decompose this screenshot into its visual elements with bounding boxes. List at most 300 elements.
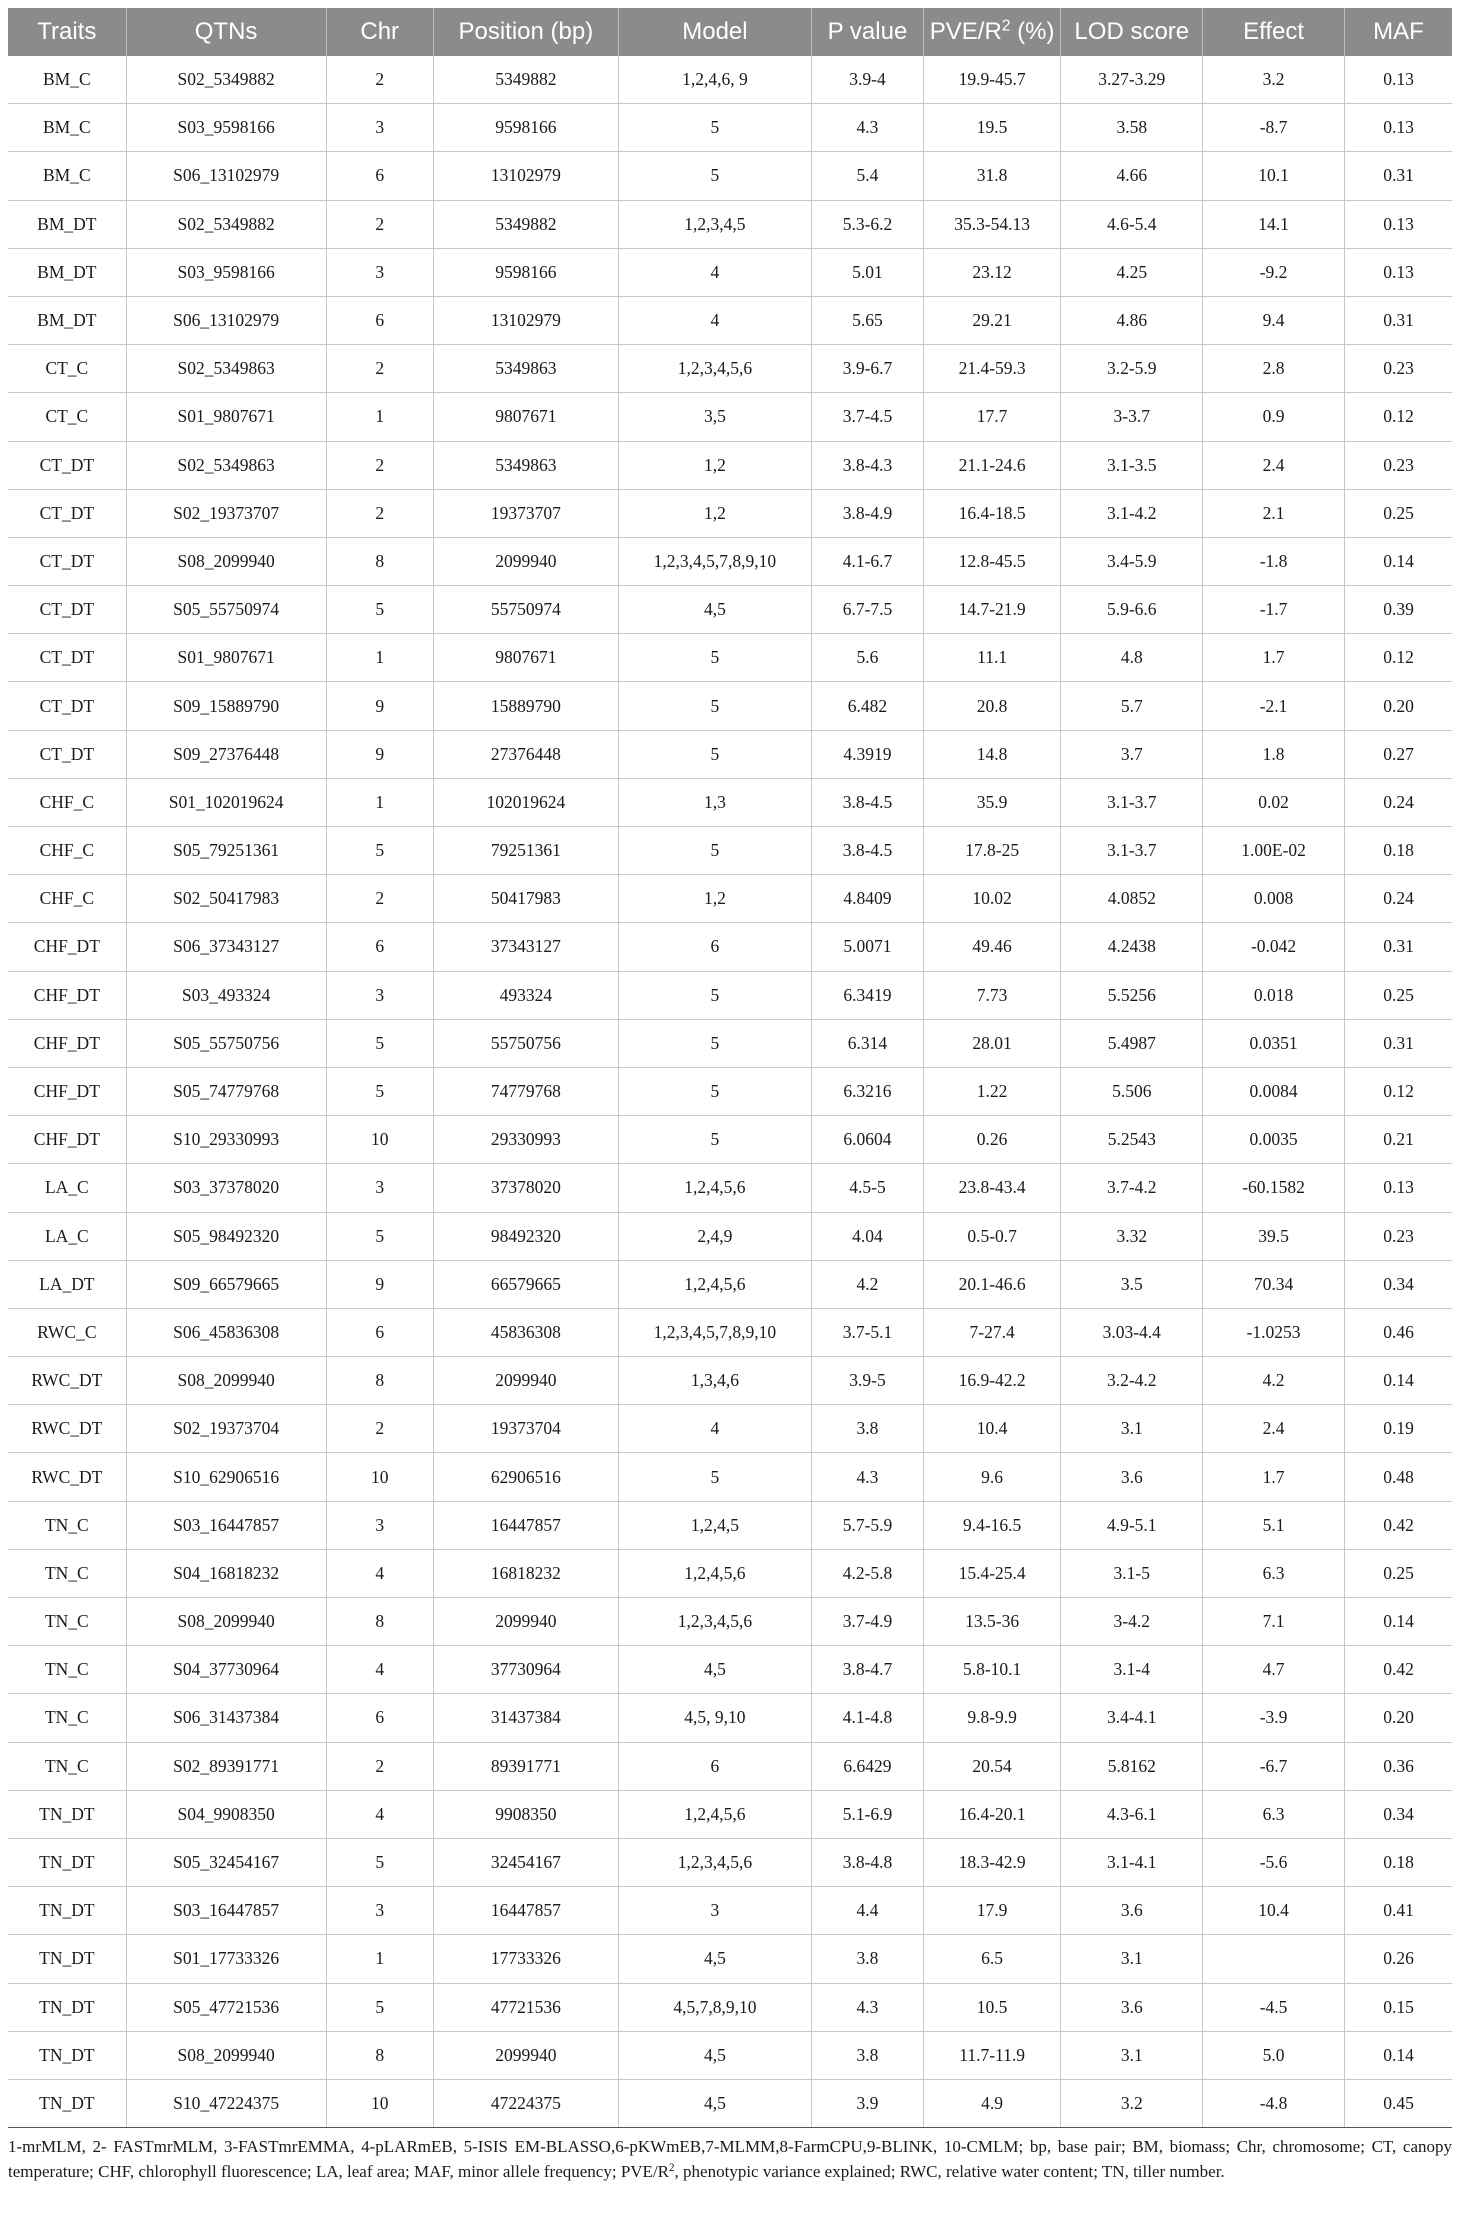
cell-lod: 5.8162	[1061, 1742, 1203, 1790]
cell-lod: 4.2438	[1061, 923, 1203, 971]
cell-effect: -6.7	[1203, 1742, 1345, 1790]
cell-trait: TN_C	[8, 1598, 126, 1646]
cell-position: 9598166	[433, 248, 618, 296]
cell-pve: 10.5	[923, 1983, 1061, 2031]
cell-effect: 7.1	[1203, 1598, 1345, 1646]
cell-chr: 6	[326, 1308, 433, 1356]
table-row	[8, 104, 1452, 152]
cell-trait: CHF_C	[8, 875, 126, 923]
cell-qtn: S04_9908350	[126, 1790, 326, 1838]
cell-lod: 3.27-3.29	[1061, 56, 1203, 104]
table-body	[8, 56, 1452, 2128]
cell-p-value: 3.7-4.5	[812, 393, 924, 441]
cell-position: 5349882	[433, 56, 618, 104]
cell-trait: TN_C	[8, 1501, 126, 1549]
table-row	[8, 971, 1452, 1019]
cell-trait: BM_C	[8, 104, 126, 152]
cell-maf: 0.13	[1345, 1164, 1453, 1212]
cell-model: 1,2	[618, 489, 811, 537]
cell-qtn: S08_2099940	[126, 1598, 326, 1646]
cell-qtn: S05_79251361	[126, 827, 326, 875]
cell-chr: 2	[326, 1405, 433, 1453]
cell-maf: 0.31	[1345, 296, 1453, 344]
cell-maf: 0.34	[1345, 1260, 1453, 1308]
cell-pve: 19.9-45.7	[923, 56, 1061, 104]
cell-pve: 11.1	[923, 634, 1061, 682]
cell-position: 9807671	[433, 393, 618, 441]
table-row	[8, 1549, 1452, 1597]
cell-qtn: S05_74779768	[126, 1067, 326, 1115]
cell-lod: 3.7-4.2	[1061, 1164, 1203, 1212]
cell-p-value: 3.8-4.9	[812, 489, 924, 537]
cell-pve: 17.9	[923, 1887, 1061, 1935]
cell-p-value: 4.1-6.7	[812, 537, 924, 585]
cell-model: 1,2	[618, 875, 811, 923]
cell-model: 4,5	[618, 586, 811, 634]
cell-model: 1,2,3,4,5,7,8,9,10	[618, 1308, 811, 1356]
cell-lod: 4.66	[1061, 152, 1203, 200]
table-row	[8, 1790, 1452, 1838]
cell-trait: RWC_DT	[8, 1357, 126, 1405]
cell-model: 1,2,3,4,5	[618, 200, 811, 248]
header-qtns: QTNs	[126, 8, 326, 56]
header-pve	[923, 8, 1061, 56]
cell-position: 9598166	[433, 104, 618, 152]
cell-model: 5	[618, 971, 811, 1019]
cell-maf: 0.48	[1345, 1453, 1453, 1501]
cell-pve: 28.01	[923, 1019, 1061, 1067]
cell-trait: TN_C	[8, 1694, 126, 1742]
footnote-sup: 2	[669, 2161, 675, 2174]
cell-p-value: 6.6429	[812, 1742, 924, 1790]
cell-p-value: 4.4	[812, 1887, 924, 1935]
cell-chr: 2	[326, 56, 433, 104]
header-chr: Chr	[326, 8, 433, 56]
table-footnote	[8, 2134, 1452, 2184]
table-row	[8, 1164, 1452, 1212]
cell-trait: CHF_DT	[8, 1067, 126, 1115]
cell-trait: TN_DT	[8, 2031, 126, 2079]
table-row	[8, 586, 1452, 634]
cell-position: 9908350	[433, 1790, 618, 1838]
cell-model: 5	[618, 152, 811, 200]
cell-effect: 2.4	[1203, 441, 1345, 489]
cell-lod: 5.4987	[1061, 1019, 1203, 1067]
cell-effect: 0.0035	[1203, 1116, 1345, 1164]
cell-model: 1,2,3,4,5,6	[618, 1838, 811, 1886]
cell-effect: 0.9	[1203, 393, 1345, 441]
cell-p-value: 5.01	[812, 248, 924, 296]
cell-trait: CT_C	[8, 345, 126, 393]
cell-position: 31437384	[433, 1694, 618, 1742]
cell-position: 5349882	[433, 200, 618, 248]
table-row	[8, 2079, 1452, 2127]
cell-lod: 5.7	[1061, 682, 1203, 730]
cell-pve: 19.5	[923, 104, 1061, 152]
cell-pve: 9.6	[923, 1453, 1061, 1501]
cell-pve: 20.54	[923, 1742, 1061, 1790]
cell-trait: CT_DT	[8, 586, 126, 634]
cell-qtn: S01_17733326	[126, 1935, 326, 1983]
cell-pve: 23.12	[923, 248, 1061, 296]
cell-trait: BM_C	[8, 152, 126, 200]
cell-qtn: S06_13102979	[126, 152, 326, 200]
cell-effect: 1.7	[1203, 1453, 1345, 1501]
cell-effect: 70.34	[1203, 1260, 1345, 1308]
table-row	[8, 778, 1452, 826]
cell-qtn: S02_89391771	[126, 1742, 326, 1790]
cell-chr: 2	[326, 875, 433, 923]
cell-qtn: S04_37730964	[126, 1646, 326, 1694]
cell-lod: 3.7	[1061, 730, 1203, 778]
cell-pve: 5.8-10.1	[923, 1646, 1061, 1694]
cell-maf: 0.15	[1345, 1983, 1453, 2031]
cell-chr: 10	[326, 1453, 433, 1501]
cell-model: 3	[618, 1887, 811, 1935]
cell-position: 19373707	[433, 489, 618, 537]
cell-effect: 0.0084	[1203, 1067, 1345, 1115]
cell-position: 98492320	[433, 1212, 618, 1260]
cell-trait: CT_DT	[8, 441, 126, 489]
cell-maf: 0.14	[1345, 2031, 1453, 2079]
cell-p-value: 3.9-5	[812, 1357, 924, 1405]
table-row	[8, 730, 1452, 778]
cell-model: 1,2,4,5,6	[618, 1790, 811, 1838]
cell-p-value: 6.0604	[812, 1116, 924, 1164]
cell-maf: 0.24	[1345, 875, 1453, 923]
header-maf: MAF	[1345, 8, 1453, 56]
cell-chr: 2	[326, 200, 433, 248]
cell-maf: 0.21	[1345, 1116, 1453, 1164]
cell-model: 1,2,3,4,5,6	[618, 345, 811, 393]
cell-chr: 3	[326, 971, 433, 1019]
cell-effect: -8.7	[1203, 104, 1345, 152]
cell-maf: 0.23	[1345, 1212, 1453, 1260]
qtn-table-container	[8, 8, 1452, 2128]
cell-qtn: S01_9807671	[126, 634, 326, 682]
cell-qtn: S03_16447857	[126, 1501, 326, 1549]
cell-qtn: S02_19373704	[126, 1405, 326, 1453]
cell-pve: 16.4-18.5	[923, 489, 1061, 537]
cell-maf: 0.31	[1345, 152, 1453, 200]
cell-qtn: S05_32454167	[126, 1838, 326, 1886]
cell-qtn: S01_102019624	[126, 778, 326, 826]
cell-chr: 2	[326, 441, 433, 489]
cell-chr: 5	[326, 1212, 433, 1260]
cell-lod: 4.3-6.1	[1061, 1790, 1203, 1838]
cell-qtn: S04_16818232	[126, 1549, 326, 1597]
cell-pve: 7-27.4	[923, 1308, 1061, 1356]
cell-position: 15889790	[433, 682, 618, 730]
cell-trait: CHF_C	[8, 778, 126, 826]
cell-p-value: 4.3919	[812, 730, 924, 778]
cell-effect: -60.1582	[1203, 1164, 1345, 1212]
cell-trait: CT_DT	[8, 634, 126, 682]
cell-model: 5	[618, 104, 811, 152]
table-row	[8, 1646, 1452, 1694]
header-pve-suffix: (%)	[1010, 18, 1055, 45]
table-row	[8, 1357, 1452, 1405]
cell-model: 1,2,4,5,6	[618, 1164, 811, 1212]
cell-pve: 21.1-24.6	[923, 441, 1061, 489]
cell-effect: 3.2	[1203, 56, 1345, 104]
cell-position: 2099940	[433, 537, 618, 585]
cell-maf: 0.31	[1345, 923, 1453, 971]
cell-position: 2099940	[433, 2031, 618, 2079]
cell-lod: 5.2543	[1061, 1116, 1203, 1164]
cell-lod: 3.1-3.5	[1061, 441, 1203, 489]
table-row	[8, 1067, 1452, 1115]
cell-model: 6	[618, 923, 811, 971]
cell-effect: 39.5	[1203, 1212, 1345, 1260]
cell-pve: 10.02	[923, 875, 1061, 923]
cell-chr: 4	[326, 1549, 433, 1597]
cell-maf: 0.12	[1345, 1067, 1453, 1115]
cell-lod: 3.1-3.7	[1061, 827, 1203, 875]
table-row	[8, 56, 1452, 104]
cell-p-value: 6.314	[812, 1019, 924, 1067]
cell-pve: 0.26	[923, 1116, 1061, 1164]
cell-p-value: 3.8-4.3	[812, 441, 924, 489]
table-row	[8, 682, 1452, 730]
cell-qtn: S02_5349882	[126, 56, 326, 104]
cell-model: 5	[618, 1019, 811, 1067]
cell-maf: 0.13	[1345, 248, 1453, 296]
cell-model: 5	[618, 1453, 811, 1501]
cell-maf: 0.14	[1345, 1598, 1453, 1646]
cell-maf: 0.13	[1345, 104, 1453, 152]
cell-trait: CHF_DT	[8, 1116, 126, 1164]
table-row	[8, 875, 1452, 923]
cell-trait: TN_C	[8, 1549, 126, 1597]
cell-position: 32454167	[433, 1838, 618, 1886]
cell-lod: 3.4-5.9	[1061, 537, 1203, 585]
cell-p-value: 5.6	[812, 634, 924, 682]
cell-p-value: 3.8	[812, 1935, 924, 1983]
cell-pve: 14.7-21.9	[923, 586, 1061, 634]
cell-model: 5	[618, 682, 811, 730]
cell-lod: 5.506	[1061, 1067, 1203, 1115]
cell-lod: 3.1-4.2	[1061, 489, 1203, 537]
cell-maf: 0.31	[1345, 1019, 1453, 1067]
cell-chr: 2	[326, 1742, 433, 1790]
cell-position: 55750974	[433, 586, 618, 634]
table-row	[8, 248, 1452, 296]
cell-model: 4,5,7,8,9,10	[618, 1983, 811, 2031]
cell-pve: 16.4-20.1	[923, 1790, 1061, 1838]
cell-chr: 1	[326, 634, 433, 682]
cell-position: 74779768	[433, 1067, 618, 1115]
cell-pve: 17.8-25	[923, 827, 1061, 875]
cell-pve: 1.22	[923, 1067, 1061, 1115]
table-row	[8, 827, 1452, 875]
cell-qtn: S05_98492320	[126, 1212, 326, 1260]
cell-position: 2099940	[433, 1357, 618, 1405]
cell-position: 89391771	[433, 1742, 618, 1790]
cell-model: 4,5	[618, 2031, 811, 2079]
cell-trait: CT_DT	[8, 682, 126, 730]
cell-trait: LA_DT	[8, 1260, 126, 1308]
cell-model: 4,5	[618, 2079, 811, 2127]
cell-maf: 0.18	[1345, 1838, 1453, 1886]
table-row	[8, 1887, 1452, 1935]
cell-position: 62906516	[433, 1453, 618, 1501]
cell-position: 5349863	[433, 441, 618, 489]
table-row	[8, 923, 1452, 971]
cell-lod: 3.1	[1061, 1935, 1203, 1983]
cell-model: 5	[618, 1116, 811, 1164]
table-row	[8, 1308, 1452, 1356]
cell-trait: LA_C	[8, 1212, 126, 1260]
cell-p-value: 3.9	[812, 2079, 924, 2127]
cell-trait: TN_C	[8, 1646, 126, 1694]
cell-effect: 1.7	[1203, 634, 1345, 682]
cell-chr: 8	[326, 537, 433, 585]
cell-p-value: 5.65	[812, 296, 924, 344]
cell-position: 19373704	[433, 1405, 618, 1453]
cell-effect: -0.042	[1203, 923, 1345, 971]
cell-p-value: 5.3-6.2	[812, 200, 924, 248]
cell-maf: 0.45	[1345, 2079, 1453, 2127]
cell-trait: CHF_DT	[8, 923, 126, 971]
cell-p-value: 3.9-4	[812, 56, 924, 104]
cell-effect: 0.0351	[1203, 1019, 1345, 1067]
cell-model: 4,5, 9,10	[618, 1694, 811, 1742]
cell-position: 29330993	[433, 1116, 618, 1164]
cell-position: 47224375	[433, 2079, 618, 2127]
cell-qtn: S02_19373707	[126, 489, 326, 537]
cell-lod: 3.2-4.2	[1061, 1357, 1203, 1405]
cell-chr: 6	[326, 1694, 433, 1742]
table-row	[8, 1405, 1452, 1453]
cell-effect: 4.7	[1203, 1646, 1345, 1694]
cell-effect: 4.2	[1203, 1357, 1345, 1405]
cell-maf: 0.12	[1345, 634, 1453, 682]
cell-p-value: 3.7-5.1	[812, 1308, 924, 1356]
cell-chr: 6	[326, 152, 433, 200]
cell-pve: 4.9	[923, 2079, 1061, 2127]
table-row	[8, 441, 1452, 489]
cell-p-value: 3.7-4.9	[812, 1598, 924, 1646]
cell-model: 1,3	[618, 778, 811, 826]
cell-trait: TN_DT	[8, 1838, 126, 1886]
cell-maf: 0.41	[1345, 1887, 1453, 1935]
cell-pve: 13.5-36	[923, 1598, 1061, 1646]
cell-effect: 5.1	[1203, 1501, 1345, 1549]
cell-effect: 0.008	[1203, 875, 1345, 923]
cell-effect: -1.7	[1203, 586, 1345, 634]
cell-p-value: 4.3	[812, 1983, 924, 2031]
cell-trait: CT_DT	[8, 730, 126, 778]
cell-qtn: S09_66579665	[126, 1260, 326, 1308]
cell-lod: 4.86	[1061, 296, 1203, 344]
cell-maf: 0.12	[1345, 393, 1453, 441]
cell-model: 4	[618, 248, 811, 296]
cell-qtn: S08_2099940	[126, 537, 326, 585]
cell-effect: 10.4	[1203, 1887, 1345, 1935]
qtn-table	[8, 8, 1452, 2128]
cell-trait: CHF_C	[8, 827, 126, 875]
cell-effect: 0.018	[1203, 971, 1345, 1019]
cell-chr: 4	[326, 1790, 433, 1838]
cell-effect: -4.8	[1203, 2079, 1345, 2127]
cell-position: 2099940	[433, 1598, 618, 1646]
cell-trait: CT_DT	[8, 489, 126, 537]
cell-p-value: 3.8-4.5	[812, 778, 924, 826]
cell-position: 50417983	[433, 875, 618, 923]
table-row	[8, 1935, 1452, 1983]
cell-pve: 21.4-59.3	[923, 345, 1061, 393]
cell-pve: 6.5	[923, 1935, 1061, 1983]
cell-position: 493324	[433, 971, 618, 1019]
cell-trait: LA_C	[8, 1164, 126, 1212]
cell-trait: CT_DT	[8, 537, 126, 585]
table-row	[8, 200, 1452, 248]
cell-pve: 12.8-45.5	[923, 537, 1061, 585]
cell-p-value: 6.482	[812, 682, 924, 730]
cell-p-value: 4.2-5.8	[812, 1549, 924, 1597]
header-pve-sup: 2	[1001, 17, 1011, 35]
cell-pve: 0.5-0.7	[923, 1212, 1061, 1260]
cell-trait: BM_C	[8, 56, 126, 104]
cell-effect: 10.1	[1203, 152, 1345, 200]
cell-trait: CHF_DT	[8, 971, 126, 1019]
header-lod: LOD score	[1061, 8, 1203, 56]
cell-maf: 0.27	[1345, 730, 1453, 778]
table-row	[8, 296, 1452, 344]
cell-effect: -1.0253	[1203, 1308, 1345, 1356]
table-row	[8, 1260, 1452, 1308]
cell-p-value: 4.2	[812, 1260, 924, 1308]
cell-lod: 3.1-3.7	[1061, 778, 1203, 826]
cell-lod: 3.6	[1061, 1983, 1203, 2031]
cell-lod: 3.2	[1061, 2079, 1203, 2127]
cell-qtn: S02_5349863	[126, 345, 326, 393]
cell-effect: 6.3	[1203, 1790, 1345, 1838]
cell-lod: 3.4-4.1	[1061, 1694, 1203, 1742]
cell-chr: 3	[326, 1164, 433, 1212]
cell-qtn: S06_37343127	[126, 923, 326, 971]
cell-lod: 3.03-4.4	[1061, 1308, 1203, 1356]
cell-lod: 3.1-4	[1061, 1646, 1203, 1694]
cell-pve: 35.9	[923, 778, 1061, 826]
cell-qtn: S10_62906516	[126, 1453, 326, 1501]
cell-model: 1,2,4,6, 9	[618, 56, 811, 104]
cell-position: 16447857	[433, 1887, 618, 1935]
cell-position: 5349863	[433, 345, 618, 393]
cell-model: 5	[618, 730, 811, 778]
cell-lod: 5.5256	[1061, 971, 1203, 1019]
cell-effect: 1.00E-02	[1203, 827, 1345, 875]
cell-position: 17733326	[433, 1935, 618, 1983]
table-row	[8, 1983, 1452, 2031]
cell-qtn: S08_2099940	[126, 1357, 326, 1405]
cell-qtn: S03_37378020	[126, 1164, 326, 1212]
cell-trait: BM_DT	[8, 200, 126, 248]
cell-qtn: S03_9598166	[126, 104, 326, 152]
cell-p-value: 3.8	[812, 1405, 924, 1453]
cell-pve: 23.8-43.4	[923, 1164, 1061, 1212]
cell-effect: 5.0	[1203, 2031, 1345, 2079]
cell-position: 79251361	[433, 827, 618, 875]
cell-effect: -3.9	[1203, 1694, 1345, 1742]
table-row	[8, 1694, 1452, 1742]
cell-maf: 0.25	[1345, 971, 1453, 1019]
cell-chr: 5	[326, 1067, 433, 1115]
cell-trait: BM_DT	[8, 248, 126, 296]
cell-lod: 4.9-5.1	[1061, 1501, 1203, 1549]
cell-p-value: 3.8-4.7	[812, 1646, 924, 1694]
